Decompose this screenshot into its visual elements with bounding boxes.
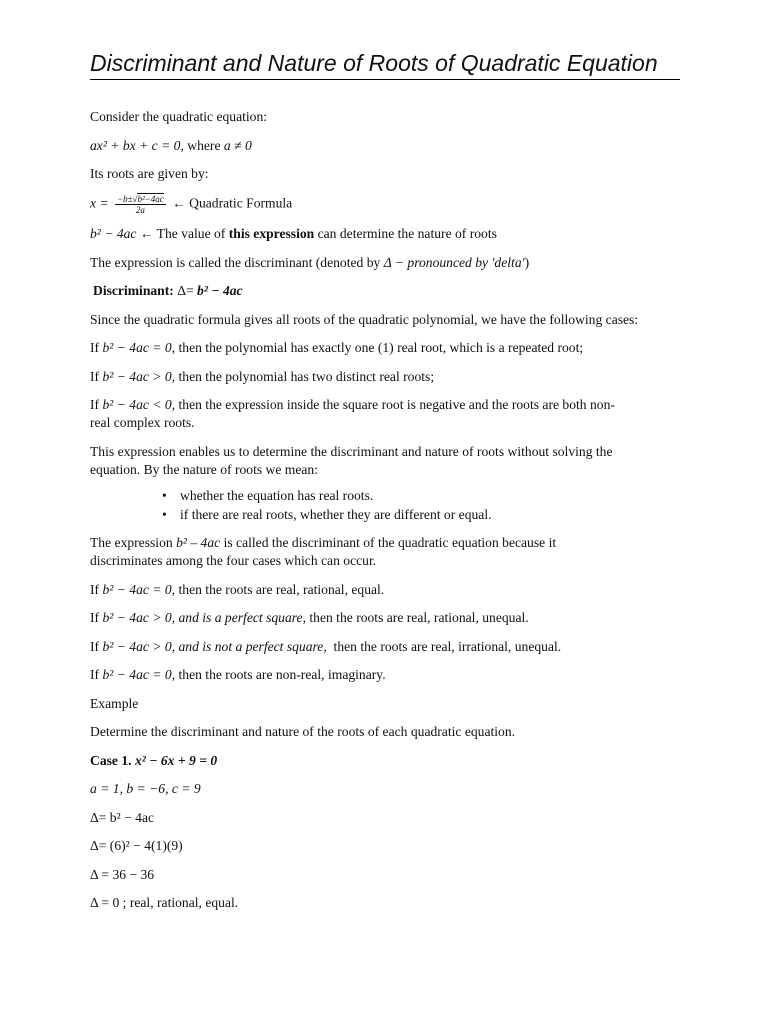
case-text-continued: real complex roots. xyxy=(90,415,195,430)
step-coefficients: a = 1, b = −6, c = 9 xyxy=(90,781,201,796)
expression-text-end: can determine the nature of roots xyxy=(314,226,497,241)
rule-1 xyxy=(90,581,690,599)
rule-2 xyxy=(90,609,690,627)
quadratic-formula-line xyxy=(90,194,690,215)
case-1-heading xyxy=(90,752,690,770)
numerator-part: −b±√ xyxy=(117,193,138,204)
list-item xyxy=(162,506,690,524)
if-word: If xyxy=(90,610,103,625)
case-equation: x² − 6x + 9 = 0 xyxy=(134,752,218,768)
expression-discriminates xyxy=(90,534,690,570)
case-label: Case 1. xyxy=(90,752,132,768)
case-text: , then the polynomial has two distinct real roots; xyxy=(171,368,435,384)
if-word: If xyxy=(90,340,103,355)
rule-3 xyxy=(90,638,690,656)
expression-bold: this expression xyxy=(228,226,315,241)
list-item-text: whether the equation has real roots. xyxy=(180,488,374,503)
case-math: b² − 4ac < 0 xyxy=(102,397,172,412)
since-text: Since the quadratic formula gives all roots of the quadratic polynomial, we have the following cases: xyxy=(90,311,639,327)
where-text: , where xyxy=(180,137,224,153)
if-word: If xyxy=(90,397,103,412)
enables-line-1: This expression enables us to determine the discriminant and nature of roots without solving the xyxy=(90,443,613,459)
roots-intro: Its roots are given by: xyxy=(90,166,209,181)
case-less-zero xyxy=(90,396,690,432)
rule-4 xyxy=(90,666,690,684)
expression-line xyxy=(90,225,690,243)
nature-list xyxy=(90,487,690,524)
formula-fraction xyxy=(115,194,166,215)
bullet-icon: • xyxy=(162,488,167,503)
if-word: If xyxy=(90,581,103,597)
case-math: b² − 4ac = 0 xyxy=(102,340,172,355)
rule-math: b² − 4ac = 0 xyxy=(102,667,172,682)
result-math: Δ = 0 xyxy=(90,895,120,910)
expr2-text-end: is called the discriminant of the quadratic equation because it xyxy=(220,535,557,550)
bullet-icon: • xyxy=(162,507,167,522)
expr2-math: b² – 4ac xyxy=(176,535,221,550)
discriminant-label: Discriminant: xyxy=(93,283,174,298)
case-text: , then the polynomial has exactly one (1) real root, which is a repeated root; xyxy=(171,340,584,355)
expression-math: b² − 4ac xyxy=(90,226,137,241)
equation-general xyxy=(90,137,690,155)
enables-text xyxy=(90,443,690,479)
formula-x: x = xyxy=(90,195,109,211)
rule-text: , then the roots are real, rational, equal. xyxy=(171,581,385,597)
rule-text: , then the roots are non-real, imaginary. xyxy=(171,667,386,682)
expr2-text: The expression xyxy=(90,535,177,550)
radicand: b²−4ac xyxy=(137,193,164,204)
called-close: ) xyxy=(524,254,530,270)
if-word: If xyxy=(90,368,103,384)
rule-math: b² − 4ac = 0 xyxy=(102,581,172,597)
rule-text: then the roots are real, rational, unequal. xyxy=(305,610,529,625)
example-heading: Example xyxy=(90,695,139,711)
if-word: If xyxy=(90,667,103,682)
determine-text: Determine the discriminant and nature of the roots of each quadratic equation. xyxy=(90,724,516,739)
formula-denominator: 2a xyxy=(135,204,145,215)
case-greater-zero xyxy=(90,368,690,386)
intro-text: Consider the quadratic equation: xyxy=(90,109,268,124)
list-item-text: if there are real roots, whether they are different or equal. xyxy=(180,507,492,522)
if-word: If xyxy=(90,638,103,654)
called-math: Δ − pronounced by ′delta′ xyxy=(383,254,525,270)
result-text: ; real, rational, equal. xyxy=(119,895,239,910)
delta-symbol: Δ= xyxy=(177,283,194,298)
condition: a ≠ 0 xyxy=(223,137,252,153)
case-equal-zero xyxy=(90,339,690,357)
case-text: , then the expression inside the square root is negative and the roots are both non- xyxy=(171,397,615,412)
rule-text: then the roots are real, irrational, unequal. xyxy=(326,638,562,654)
expr2-line-2: discriminates among the four cases which can occur. xyxy=(90,553,377,568)
formula-label: ← Quadratic Formula xyxy=(172,195,293,211)
discriminant-called xyxy=(90,254,690,272)
step-result xyxy=(90,894,690,912)
step-arithmetic: Δ = 36 − 36 xyxy=(90,866,155,882)
rule-math: b² − 4ac > 0, and is a perfect square, xyxy=(102,610,306,625)
enables-line-2: equation. By the nature of roots we mean: xyxy=(90,461,319,477)
discriminant-definition xyxy=(90,282,690,300)
rule-math: b² − 4ac > 0, and is not a perfect square, xyxy=(102,638,327,654)
called-text: The expression is called the discriminant (denoted by xyxy=(90,254,384,270)
formula-numerator xyxy=(115,194,166,205)
page-title: Discriminant and Nature of Roots of Quadratic Equation xyxy=(90,48,680,80)
case-math: b² − 4ac > 0 xyxy=(102,368,172,384)
general-equation: ax² + bx + c = 0 xyxy=(90,137,181,153)
expression-text: ← The value of xyxy=(139,226,229,241)
list-item xyxy=(162,487,690,505)
step-substitution: Δ= (6)² − 4(1)(9) xyxy=(90,838,183,853)
document-body xyxy=(90,108,690,923)
step-formula: Δ= b² − 4ac xyxy=(90,809,155,825)
discriminant-formula: b² − 4ac xyxy=(197,283,243,298)
